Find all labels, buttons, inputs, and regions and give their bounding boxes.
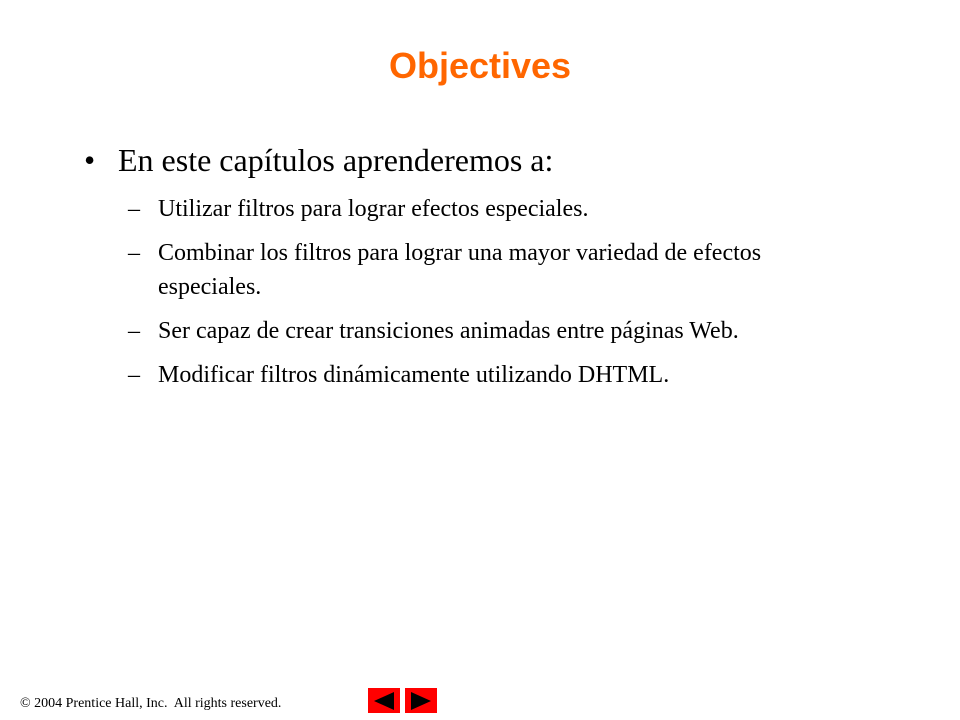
dash-marker: –: [128, 362, 140, 388]
sub-bullet-text: Modificar filtros dinámicamente utilizando DHTML.: [158, 362, 670, 388]
sub-bullet-list: [128, 192, 904, 392]
sub-bullet-item: [128, 358, 904, 392]
copyright-text: 2004 Prentice Hall, Inc. All rights reserved.: [30, 696, 282, 711]
sub-bullet-item: [128, 314, 904, 348]
dash-marker: –: [128, 318, 140, 344]
copyright-icon: ©: [20, 696, 31, 711]
triangle-right-icon: [409, 691, 433, 711]
sub-bullet-item: [128, 236, 904, 304]
sub-bullet-text: Combinar los filtros para lograr una mayor variedad de efectos especiales.: [158, 240, 762, 300]
next-slide-button[interactable]: [405, 688, 437, 713]
dash-marker: –: [128, 196, 140, 222]
previous-slide-button[interactable]: [368, 688, 400, 713]
slide-navigation: [368, 688, 442, 713]
bullet-marker: •: [84, 142, 96, 178]
dash-marker: –: [128, 240, 140, 266]
copyright-footer: [20, 694, 281, 714]
slide-title: Objectives: [388, 45, 572, 86]
main-bullet-text: En este capítulos aprenderemos a:: [118, 142, 554, 178]
sub-bullet-text: Utilizar filtros para lograr efectos especiales.: [158, 196, 589, 222]
main-bullet: [84, 138, 904, 182]
slide-content: [84, 138, 904, 402]
triangle-left-icon: [372, 691, 396, 711]
sub-bullet-item: [128, 192, 904, 226]
sub-bullet-text: Ser capaz de crear transiciones animadas entre páginas Web.: [158, 318, 739, 344]
